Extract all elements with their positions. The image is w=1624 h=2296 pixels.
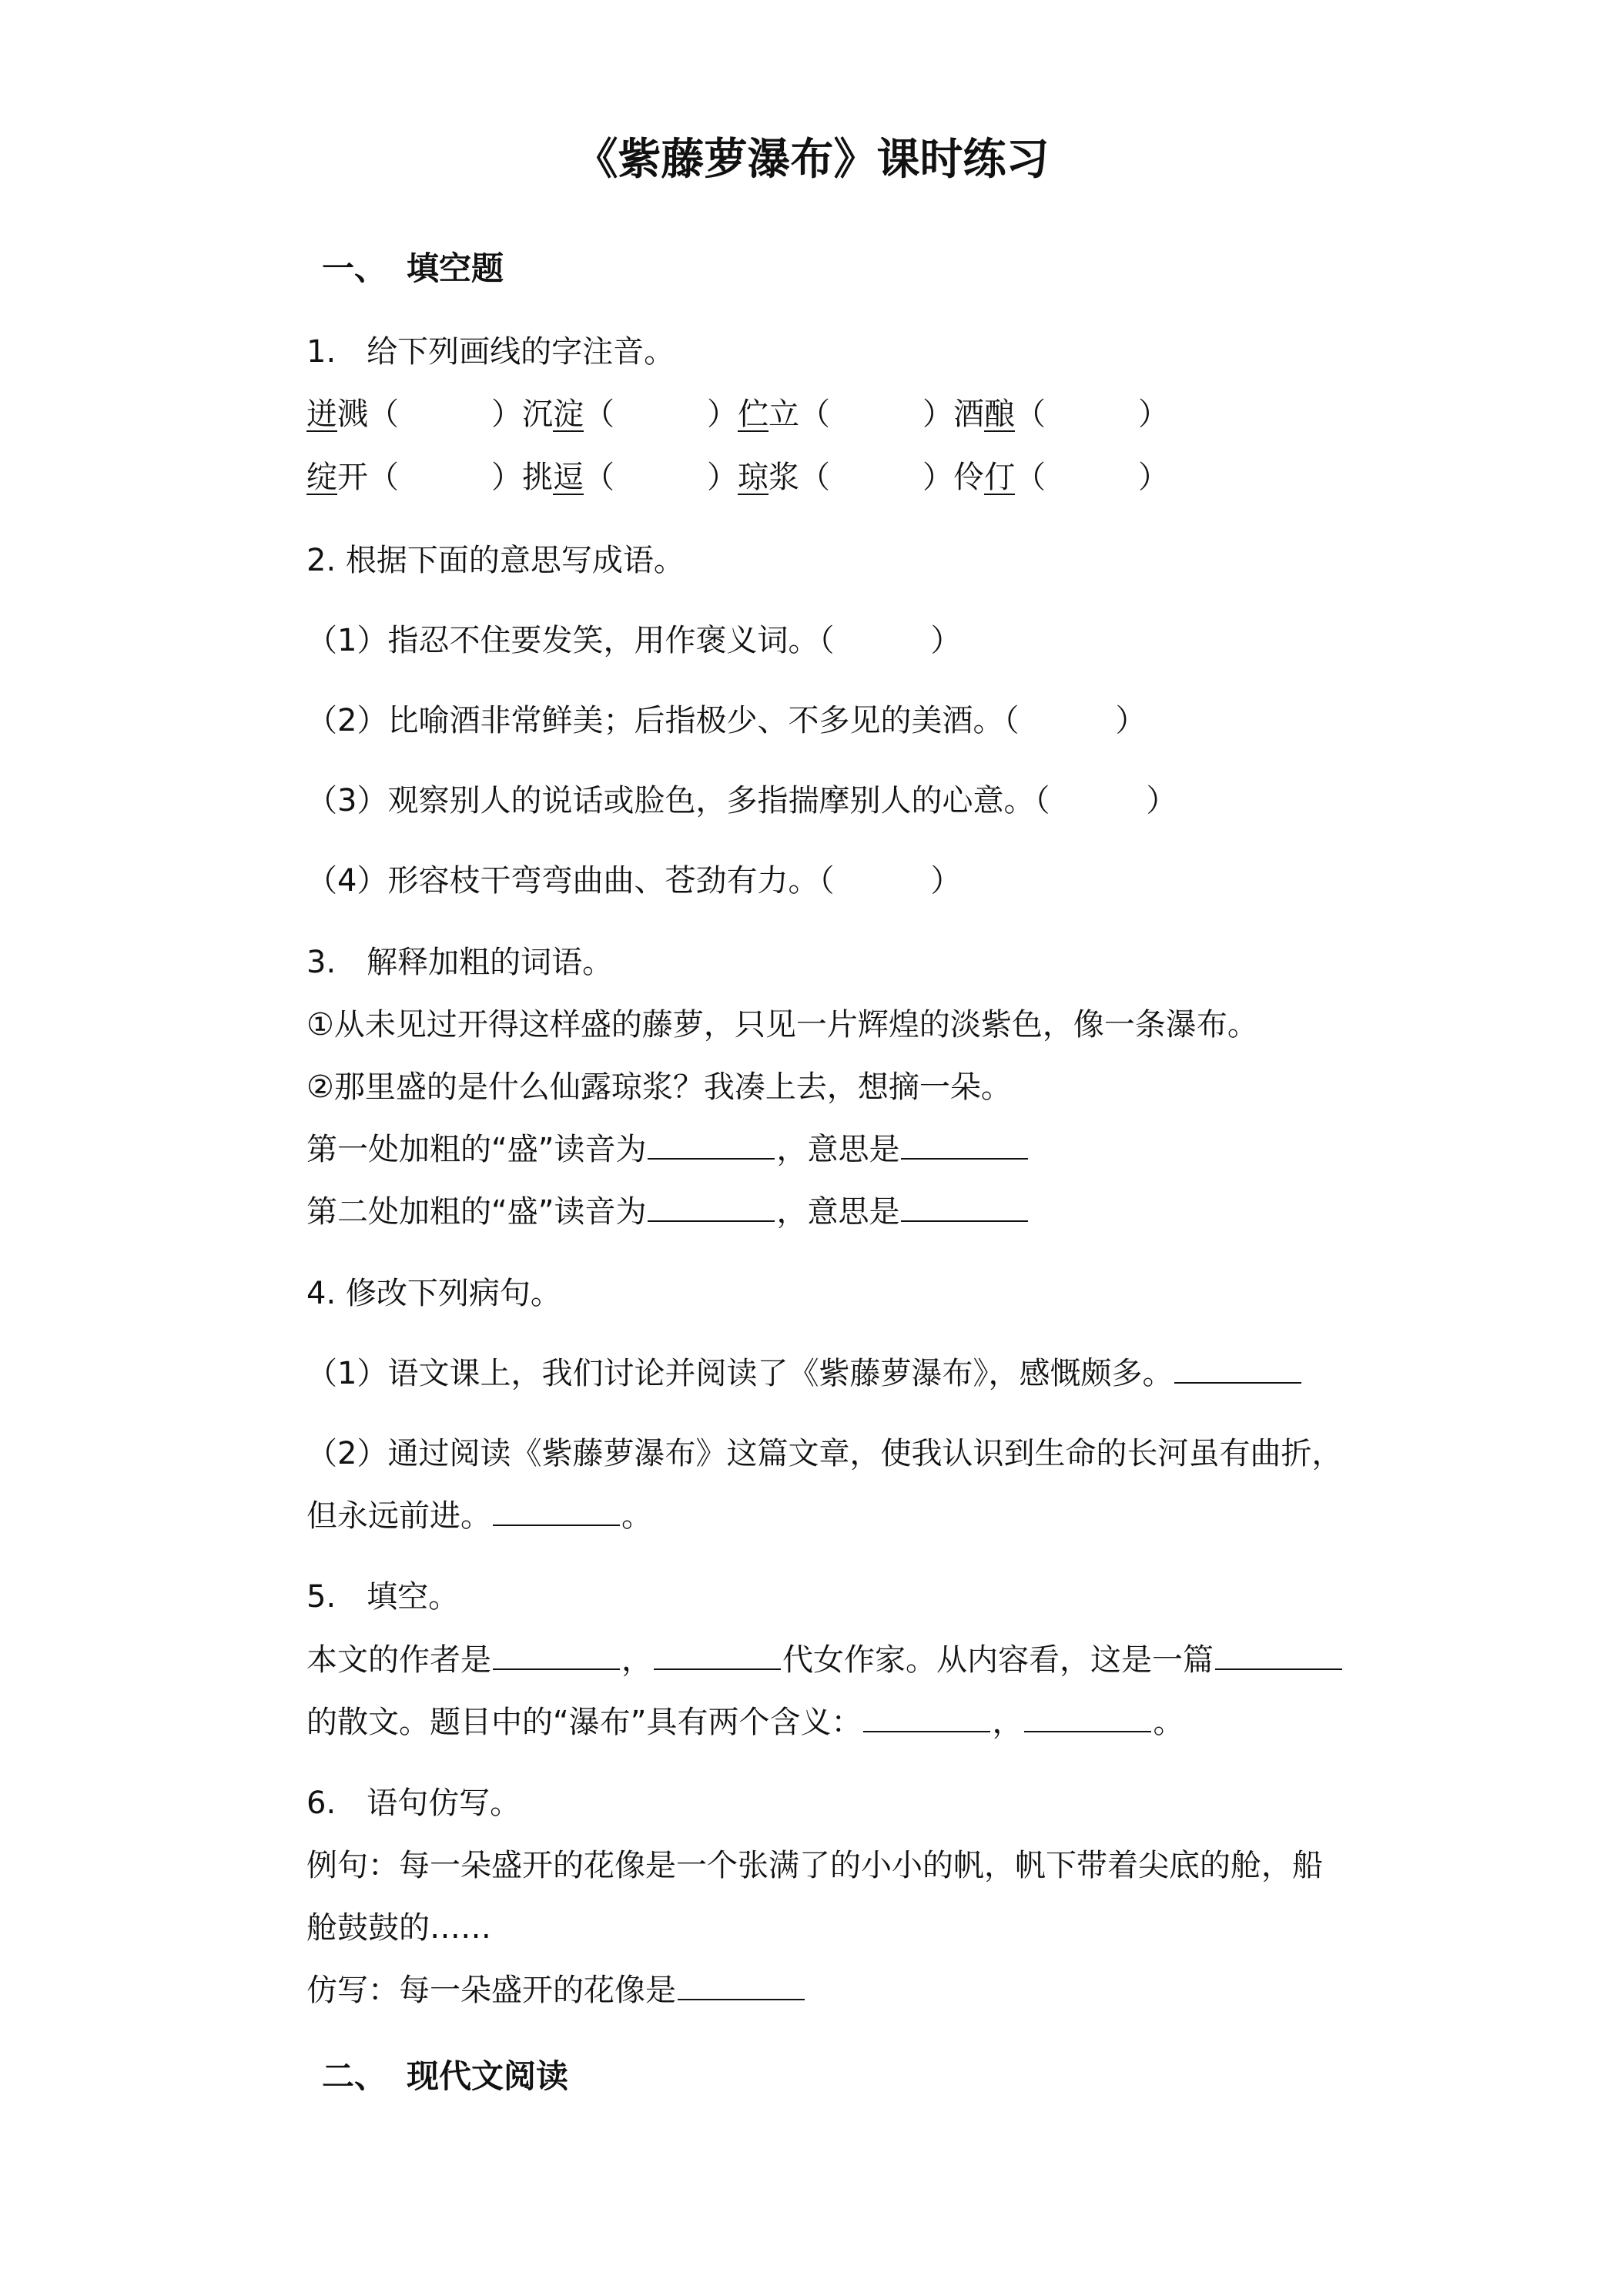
q4-item-1 [306, 1358, 1303, 1389]
answer-blank[interactable] [901, 1157, 1028, 1160]
answer-blank[interactable] [654, 1668, 781, 1670]
q3-mid: ，意思是 [776, 1132, 900, 1167]
q5-text: 的散文。题目中的“瀑布”具有两个含义： [306, 1705, 862, 1740]
q4-item-2-cont [306, 1498, 652, 1534]
q1-word-rest: 溅 [337, 397, 368, 432]
q5-text: ， [992, 1705, 1023, 1740]
q1-row-2: 绽开（ ）挑逗（ ）琼浆（ ）伶仃（ ） [306, 460, 1169, 495]
section-2-number: 二、 [322, 2057, 387, 2095]
q4-end: 。 [621, 1498, 652, 1534]
q3-prompt: 第二处加粗的“盛”读音为 [306, 1194, 647, 1230]
q1-word-pre: 伶 [953, 460, 984, 495]
q2-item-4 [306, 863, 962, 899]
answer-blank[interactable] [901, 1220, 1028, 1222]
q1-char: 琼 [738, 460, 768, 495]
q5-stem: 5. 填空。 [306, 1579, 460, 1615]
q4-item-text: 但永远前进。 [306, 1498, 491, 1534]
q1-stem: 1. 给下列画线的字注音。 [306, 334, 675, 370]
answer-blank[interactable] [648, 1157, 775, 1160]
q2-item-text: （4）形容枝干弯弯曲曲、苍劲有力。（ [306, 863, 835, 899]
q3-prompt: 第一处加粗的“盛”读音为 [306, 1132, 647, 1167]
q1-word-rest: 立 [768, 397, 799, 432]
answer-blank[interactable] [1024, 1730, 1151, 1732]
q3-line-1 [306, 1134, 1030, 1165]
q1-char: 酿 [984, 397, 1015, 432]
q1-word-rest: 浆 [768, 460, 799, 495]
q5-text: 代女作家。从内容看，这是一篇 [782, 1642, 1214, 1678]
q4-item-text: （1）语文课上，我们讨论并阅读了《紫藤萝瀑布》，感慨颇多。 [306, 1356, 1174, 1391]
q2-item-2 [306, 705, 1146, 736]
q2-stem: 2. 根据下面的意思写成语。 [306, 543, 685, 578]
q3-stem: 3. 解释加粗的词语。 [306, 945, 614, 980]
q2-close-paren: ） [1115, 703, 1147, 738]
q1-word-rest: 开 [337, 460, 368, 495]
q1-word-pre: 挑 [522, 460, 553, 495]
answer-blank[interactable] [493, 1668, 620, 1670]
q2-item-3 [306, 785, 1177, 816]
q3-sentence-1: ①从未见过开得这样盛的藤萝，只见一片辉煌的淡紫色，像一条瀑布。 [306, 1007, 1258, 1043]
q1-char: 绽 [306, 460, 337, 495]
answer-blank[interactable] [1174, 1381, 1301, 1384]
q6-imitation [306, 1975, 806, 2006]
q6-example-1: 例句：每一朵盛开的花像是一个张满了的小小的帆，帆下带着尖底的舱，船 [306, 1848, 1323, 1883]
q1-word-pre: 酒 [953, 397, 984, 432]
q2-close-paren: ） [930, 863, 962, 899]
q2-item-text: （3）观察别人的说话或脸色，多指揣摩别人的心意。（ [306, 783, 1050, 818]
q5-line-1 [306, 1642, 1344, 1678]
section-1-heading: 填空题 [407, 249, 504, 287]
q2-close-paren: ） [930, 623, 962, 658]
q6-example-2: 舱鼓鼓的…… [306, 1910, 491, 1946]
q5-line-2 [306, 1707, 1184, 1738]
q3-line-2 [306, 1194, 1030, 1230]
q1-word-pre: 沉 [522, 397, 553, 432]
answer-blank[interactable] [493, 1524, 620, 1526]
q1-char: 仃 [984, 460, 1015, 495]
q3-sentence-2: ②那里盛的是什么仙露琼浆？我凑上去，想摘一朵。 [306, 1069, 1012, 1105]
q4-stem: 4. 修改下列病句。 [306, 1276, 561, 1311]
q2-item-text: （2）比喻酒非常鲜美；后指极少、不多见的美酒。（ [306, 703, 1020, 738]
q4-item-2: （2）通过阅读《紫藤萝瀑布》这篇文章，使我认识到生命的长河虽有曲折， [306, 1436, 1343, 1471]
answer-blank[interactable] [1215, 1668, 1342, 1670]
q2-item-text: （1）指忍不住要发笑，用作褒义词。（ [306, 623, 835, 658]
page-title: 《紫藤萝瀑布》课时练习 [574, 135, 1050, 185]
q6-stem: 6. 语句仿写。 [306, 1786, 521, 1821]
section-1-number: 一、 [322, 249, 387, 287]
q2-item-1 [306, 625, 961, 656]
q1-char: 逗 [553, 460, 584, 495]
q1-char: 迸 [306, 397, 337, 432]
q1-row-1: 迸溅（ ）沉淀（ ）伫立（ ）酒酿（ ） [306, 397, 1169, 432]
q3-mid: ，意思是 [776, 1194, 900, 1230]
q5-text: 本文的作者是 [306, 1642, 491, 1678]
answer-blank[interactable] [678, 1998, 805, 2000]
q5-text: 。 [1153, 1705, 1184, 1740]
q1-char: 伫 [738, 397, 768, 432]
section-2-heading: 现代文阅读 [407, 2057, 569, 2095]
answer-blank[interactable] [863, 1730, 990, 1732]
q5-text: ， [621, 1642, 652, 1678]
q2-close-paren: ） [1146, 783, 1177, 818]
q1-char: 淀 [553, 397, 584, 432]
q6-imitation-text: 仿写：每一朵盛开的花像是 [306, 1973, 676, 2008]
answer-blank[interactable] [648, 1220, 775, 1222]
